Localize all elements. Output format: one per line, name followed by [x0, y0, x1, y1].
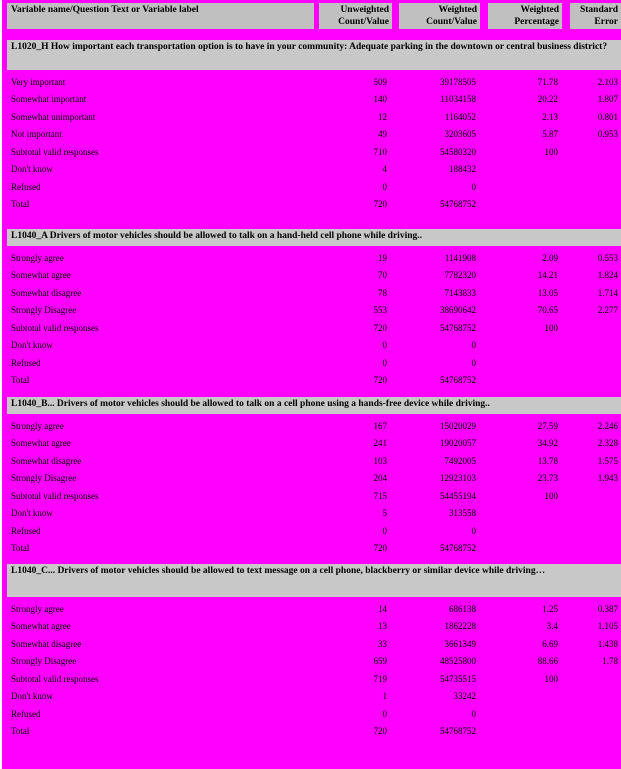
- weighted-percentage-value: 13.78: [537, 455, 558, 466]
- sections-container: [2, 40, 621, 740]
- weighted-percentage-value: 70.65: [537, 305, 558, 316]
- table-row: [7, 522, 621, 540]
- table-row: [7, 653, 621, 671]
- unweighted-count-value: 49: [378, 129, 387, 140]
- codebook-page: [2, 0, 621, 769]
- table-row: [7, 505, 621, 523]
- column-header-line: Count/Value: [426, 17, 477, 27]
- unweighted-count-value: 5: [382, 508, 387, 519]
- weighted-percentage-value: 2.13: [542, 111, 558, 122]
- weighted-percentage-value: 100: [544, 146, 558, 157]
- table-row: [7, 723, 621, 741]
- unweighted-count-value: 204: [373, 473, 387, 484]
- row-label: Don't know: [11, 340, 53, 351]
- row-label: Total: [11, 375, 30, 386]
- row-label: Subtotal valid responses: [11, 673, 99, 684]
- row-label: Somewhat agree: [11, 438, 71, 449]
- row-label: Refused: [11, 525, 41, 536]
- row-label: Subtotal valid responses: [11, 490, 99, 501]
- unweighted-count-value: 553: [373, 305, 387, 316]
- standard-error-value: 0.553: [597, 252, 618, 263]
- table-row: [7, 435, 621, 453]
- unweighted-count-value: 720: [373, 375, 387, 386]
- standard-error-value: 0.387: [597, 603, 618, 614]
- row-label: Total: [11, 726, 30, 737]
- weighted-count-value: 7143833: [444, 287, 476, 298]
- header-gap: [562, 3, 570, 29]
- unweighted-count-value: 103: [373, 455, 387, 466]
- column-header-line: Count/Value: [338, 17, 389, 27]
- unweighted-count-value: 167: [373, 420, 387, 431]
- table-row: [7, 302, 621, 320]
- column-header-weighted-count: [399, 3, 480, 29]
- question-text: L1040_C... Drivers of motor vehicles should be allowed to text message on a cell phone, blackberry or similar device while driving…: [11, 566, 546, 576]
- row-label: Strongly agree: [11, 420, 64, 431]
- section-rows: [7, 70, 621, 213]
- table-row: [7, 417, 621, 435]
- unweighted-count-value: 659: [373, 656, 387, 667]
- column-header-weighted-percentage: [488, 3, 562, 29]
- row-label: Strongly Disagree: [11, 656, 77, 667]
- question-text: L1020_H How important each transportation option is to have in your community: Adequate parking in the downtown or central business district?: [11, 42, 608, 52]
- unweighted-count-value: 0: [382, 708, 387, 719]
- row-label: Refused: [11, 357, 41, 368]
- column-header-line: Unweighted: [340, 5, 389, 15]
- weighted-count-value: 33242: [453, 691, 476, 702]
- row-label: Refused: [11, 708, 41, 719]
- weighted-count-value: 54768752: [440, 322, 476, 333]
- weighted-count-value: 54768752: [440, 199, 476, 210]
- weighted-count-value: 1164052: [444, 111, 476, 122]
- standard-error-value: 2.328: [597, 438, 618, 449]
- weighted-count-value: 188432: [449, 164, 476, 175]
- unweighted-count-value: 0: [382, 357, 387, 368]
- table-row: [7, 73, 621, 91]
- row-label: Subtotal valid responses: [11, 146, 99, 157]
- unweighted-count-value: 1: [382, 691, 387, 702]
- row-label: Not important: [11, 129, 62, 140]
- section-rows: [7, 597, 621, 740]
- weighted-percentage-value: 27.59: [537, 420, 558, 431]
- weighted-count-value: 3203605: [444, 129, 476, 140]
- table-row: [7, 670, 621, 688]
- weighted-count-value: 313558: [449, 508, 476, 519]
- weighted-percentage-value: 23.73: [537, 473, 558, 484]
- unweighted-count-value: 14: [378, 603, 387, 614]
- weighted-count-value: 19020057: [440, 438, 476, 449]
- section-rows: [7, 246, 621, 389]
- weighted-percentage-value: 5.87: [542, 129, 558, 140]
- unweighted-count-value: 720: [373, 199, 387, 210]
- question-text: L1040_B... Drivers of motor vehicles should be allowed to talk on a cell phone using a hands-free device while driving..: [11, 399, 490, 409]
- column-header-line: Standard: [579, 5, 618, 15]
- weighted-count-value: 686138: [449, 603, 476, 614]
- row-label: Somewhat disagree: [11, 287, 82, 298]
- unweighted-count-value: 0: [382, 181, 387, 192]
- weighted-percentage-value: 88.66: [537, 656, 558, 667]
- row-label: Strongly Disagree: [11, 473, 77, 484]
- row-label: Somewhat important: [11, 94, 87, 105]
- table-row: [7, 354, 621, 372]
- question-band: [7, 564, 621, 597]
- row-label: Strongly agree: [11, 252, 64, 263]
- table-row: [7, 540, 621, 558]
- unweighted-count-value: 78: [378, 287, 387, 298]
- column-header-variable-label: Variable name/Question Text or Variable label: [11, 5, 199, 15]
- standard-error-value: 1.714: [597, 287, 618, 298]
- weighted-percentage-value: 1.25: [542, 603, 558, 614]
- standard-error-value: 1.78: [602, 656, 618, 667]
- unweighted-count-value: 19: [378, 252, 387, 263]
- row-label: Strongly agree: [11, 603, 64, 614]
- unweighted-count-value: 720: [373, 322, 387, 333]
- row-label: Somewhat disagree: [11, 455, 82, 466]
- weighted-count-value: 54768752: [440, 543, 476, 554]
- standard-error-value: 0.953: [597, 129, 618, 140]
- row-label: Strongly Disagree: [11, 305, 77, 316]
- row-label: Somewhat unimportant: [11, 111, 96, 122]
- unweighted-count-value: 13: [378, 621, 387, 632]
- weighted-count-value: 15020029: [440, 420, 476, 431]
- row-label: Total: [11, 543, 30, 554]
- standard-error-value: 2.103: [597, 76, 618, 87]
- weighted-count-value: 7492005: [444, 455, 476, 466]
- weighted-percentage-value: 100: [544, 490, 558, 501]
- unweighted-count-value: 70: [378, 270, 387, 281]
- unweighted-count-value: 140: [373, 94, 387, 105]
- table-row: [7, 91, 621, 109]
- standard-error-value: 2.246: [597, 420, 618, 431]
- weighted-count-value: 0: [471, 708, 476, 719]
- unweighted-count-value: 719: [373, 673, 387, 684]
- weighted-count-value: 54768752: [440, 375, 476, 386]
- header-gap: [480, 3, 488, 29]
- header-gap: [392, 3, 399, 29]
- unweighted-count-value: 710: [373, 146, 387, 157]
- unweighted-count-value: 33: [378, 638, 387, 649]
- question-band: [7, 397, 621, 414]
- row-label: Somewhat agree: [11, 270, 71, 281]
- column-header-line: Weighted: [438, 5, 477, 15]
- weighted-count-value: 39178505: [440, 76, 476, 87]
- table-row: [7, 284, 621, 302]
- table-row: [7, 319, 621, 337]
- table-row: [7, 337, 621, 355]
- weighted-percentage-value: 34.92: [537, 438, 558, 449]
- weighted-percentage-value: 6.69: [542, 638, 558, 649]
- weighted-percentage-value: 13.05: [537, 287, 558, 298]
- table-row: [7, 161, 621, 179]
- table-row: [7, 470, 621, 488]
- question-band: [7, 229, 621, 246]
- table-row: [7, 452, 621, 470]
- weighted-count-value: 38690642: [440, 305, 476, 316]
- weighted-count-value: 0: [471, 357, 476, 368]
- weighted-count-value: 0: [471, 525, 476, 536]
- weighted-percentage-value: 14.21: [537, 270, 558, 281]
- table-row: [7, 688, 621, 706]
- column-header-standard-error: [570, 3, 621, 29]
- table-header: [7, 3, 621, 29]
- weighted-count-value: 54768752: [440, 726, 476, 737]
- weighted-percentage-value: 100: [544, 673, 558, 684]
- unweighted-count-value: 720: [373, 543, 387, 554]
- row-label: Very important: [11, 76, 66, 87]
- column-header-line: Error: [594, 17, 618, 27]
- unweighted-count-value: 720: [373, 726, 387, 737]
- unweighted-count-value: 0: [382, 340, 387, 351]
- table-row: [7, 635, 621, 653]
- weighted-count-value: 11034158: [440, 94, 476, 105]
- table-row: [7, 600, 621, 618]
- row-label: Somewhat agree: [11, 621, 71, 632]
- row-label: Refused: [11, 181, 41, 192]
- standard-error-value: 1.438: [597, 638, 618, 649]
- table-row: [7, 126, 621, 144]
- weighted-count-value: 7782320: [444, 270, 476, 281]
- unweighted-count-value: 509: [373, 76, 387, 87]
- standard-error-value: 1.824: [597, 270, 618, 281]
- weighted-count-value: 54455194: [440, 490, 476, 501]
- table-row: [7, 487, 621, 505]
- table-row: [7, 267, 621, 285]
- weighted-count-value: 0: [471, 181, 476, 192]
- unweighted-count-value: 0: [382, 525, 387, 536]
- row-label: Don't know: [11, 164, 53, 175]
- row-label: Subtotal valid responses: [11, 322, 99, 333]
- column-header-unweighted-count: [319, 3, 392, 29]
- table-row: [7, 618, 621, 636]
- row-label: Somewhat disagree: [11, 638, 82, 649]
- unweighted-count-value: 12: [378, 111, 387, 122]
- row-label: Don't know: [11, 691, 53, 702]
- row-label: Don't know: [11, 508, 53, 519]
- weighted-count-value: 54735515: [440, 673, 476, 684]
- standard-error-value: 1.807: [597, 94, 618, 105]
- column-header-line: Percentage: [514, 17, 559, 27]
- column-header-variable: [7, 3, 314, 29]
- standard-error-value: 0.801: [597, 111, 618, 122]
- weighted-percentage-value: 2.09: [542, 252, 558, 263]
- weighted-count-value: 1141908: [444, 252, 476, 263]
- weighted-percentage-value: 3.4: [546, 621, 558, 632]
- unweighted-count-value: 241: [373, 438, 387, 449]
- standard-error-value: 1.575: [597, 455, 618, 466]
- table-row: [7, 372, 621, 390]
- unweighted-count-value: 715: [373, 490, 387, 501]
- question-text: L1040_A Drivers of motor vehicles should be allowed to talk on a hand-held cell phone while driving..: [11, 231, 422, 241]
- table-row: [7, 196, 621, 214]
- table-row: [7, 108, 621, 126]
- table-row: [7, 249, 621, 267]
- weighted-count-value: 0: [471, 340, 476, 351]
- weighted-count-value: 12923103: [440, 473, 476, 484]
- weighted-count-value: 54580320: [440, 146, 476, 157]
- weighted-percentage-value: 100: [544, 322, 558, 333]
- weighted-count-value: 3661349: [444, 638, 476, 649]
- question-band: [7, 40, 621, 70]
- standard-error-value: 1.105: [597, 621, 618, 632]
- weighted-count-value: 1862228: [444, 621, 476, 632]
- weighted-count-value: 48525800: [440, 656, 476, 667]
- unweighted-count-value: 4: [382, 164, 387, 175]
- standard-error-value: 1.943: [597, 473, 618, 484]
- table-row: [7, 178, 621, 196]
- column-header-line: Weighted: [520, 5, 559, 15]
- table-row: [7, 143, 621, 161]
- row-label: Total: [11, 199, 30, 210]
- standard-error-value: 2.277: [597, 305, 618, 316]
- table-row: [7, 705, 621, 723]
- section-rows: [7, 414, 621, 557]
- weighted-percentage-value: 20.22: [537, 94, 558, 105]
- weighted-percentage-value: 71.78: [537, 76, 558, 87]
